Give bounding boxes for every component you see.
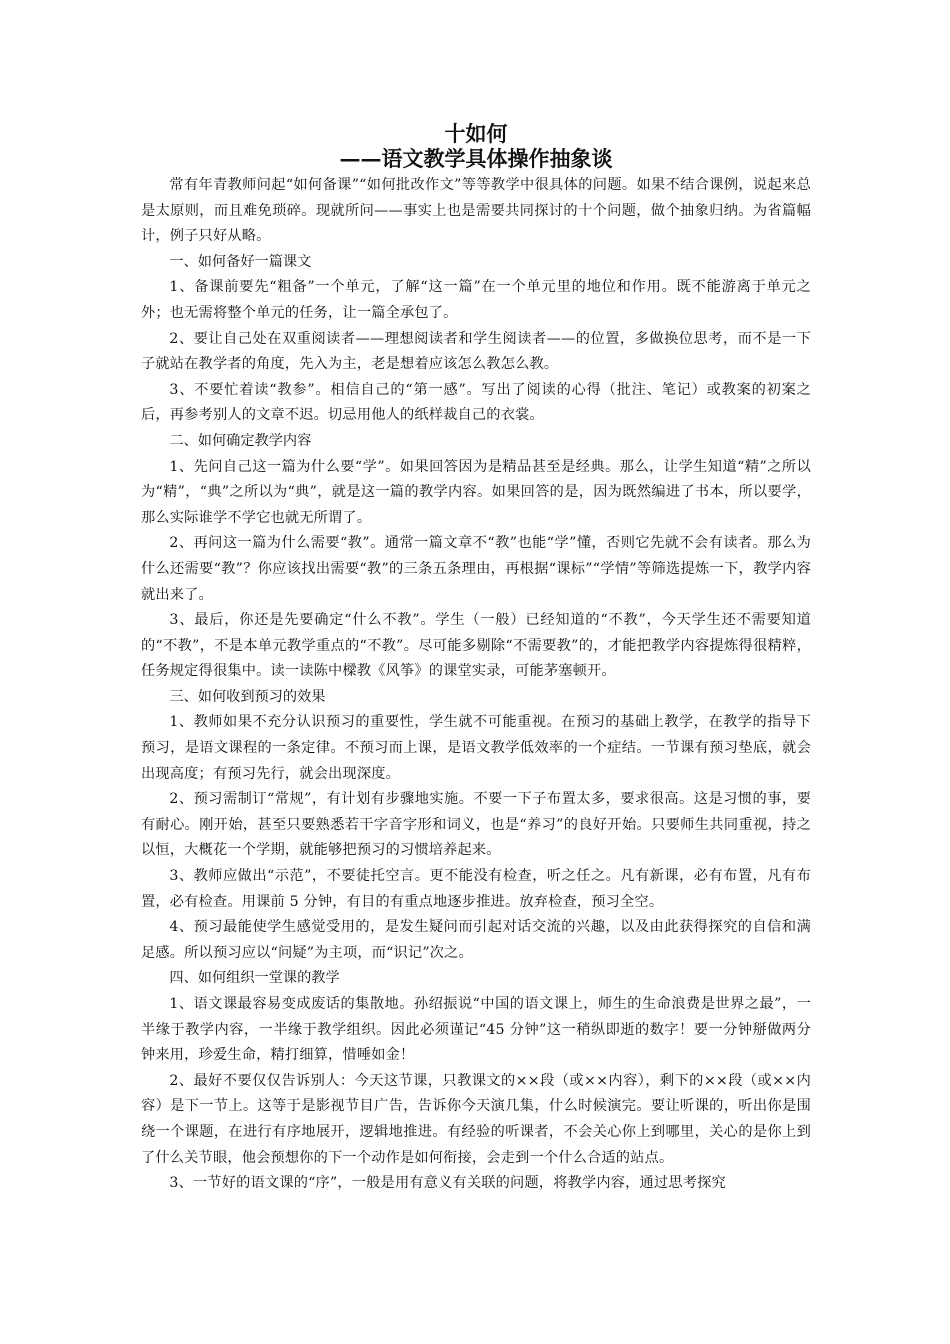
document-body bbox=[141, 173, 811, 1197]
paragraph: 2、再问这一篇为什么需要“教”。通常一篇文章不“教”也能“学”懂，否则它先就不会有读者。那么为什么还需要“教”？你应该找出需要“教”的三条五条理由，再根据“课标”“学情”等筛选提炼一下，教学内容就出来了。 bbox=[141, 535, 811, 603]
paragraph: 4、预习最能使学生感觉受用的，是发生疑问而引起对话交流的兴趣，以及由此获得探究的自信和满足感。所以预习应以“问疑”为主项，而“识记”次之。 bbox=[141, 919, 811, 961]
paragraph: 3、最后，你还是先要确定“什么不教”。学生（一般）已经知道的“不教”，今天学生还不需要知道的“不教”，不是本单元教学重点的“不教”。尽可能多剔除“不需要教”的，才能把教学内容提炼得很精粹，任务规定得很集中。读一读陈中樑教《风筝》的课堂实录，可能茅塞顿开。 bbox=[141, 612, 811, 680]
section-heading: 一、如何备好一篇课文 bbox=[169, 253, 312, 270]
paragraph: 3、不要忙着读“教参”。相信自己的“第一感”。写出了阅读的心得（批注、笔记）或教案的初案之后，再参考别人的文章不迟。切忌用他人的纸样裁自己的衣裳。 bbox=[141, 381, 811, 424]
paragraph: 1、备课前要先“粗备”一个单元，了解“这一篇”在一个单元里的地位和作用。既不能游离于单元之外；也无需将整个单元的任务，让一篇全承包了。 bbox=[141, 279, 811, 321]
document-page bbox=[141, 121, 811, 1197]
document-subtitle: ——语文教学具体操作抽象谈 bbox=[339, 146, 613, 171]
paragraph: 2、要让自己处在双重阅读者——理想阅读者和学生阅读者——的位置，多做换位思考，而不是一下子就站在教学者的角度，先入为主，老是想着应该怎么教怎么教。 bbox=[141, 330, 811, 373]
paragraph: 2、预习需制订“常规”，有计划有步骤地实施。不要一下子布置太多，要求很高。这是习惯的事，要有耐心。刚开始，甚至只要熟悉若干字音字形和词义，也是“养习”的良好开始。只要师生共同重视，持之以恒，大概花一个学期，就能够把预习的习惯培养起来。 bbox=[141, 791, 811, 859]
paragraph: 常有年青教师问起“如何备课”“如何批改作文”等等教学中很具体的问题。如果不结合课例，说起来总是太原则，而且难免琐碎。现就所问——事实上也是需要共同探讨的十个问题，做个抽象归纳。为省篇幅计，例子只好从略。 bbox=[141, 177, 811, 245]
paragraph: 2、最好不要仅仅告诉别人：今天这节课，只教课文的××段（或××内容），剩下的××段（或××内容）是下一节上。这等于是影视节目广告，告诉你今天演几集，什么时候演完。要让听课的，听出你是围绕一个课题，在进行有序地展开，逻辑地推进。有经验的听课者，不会关心你上到哪里，关心的是你上到了什么关节眼，他会预想你的下一个动作是如何衔接，会走到一个什么合适的站点。 bbox=[141, 1072, 811, 1166]
paragraph: 3、教师应做出“示范”，不要徒托空言。更不能没有检查，听之任之。凡有新课，必有布置，凡有布置，必有检查。用课前 5 分钟，有目的有重点地逐步推进。放弃检查，预习全空。 bbox=[141, 868, 811, 910]
section-heading: 二、如何确定教学内容 bbox=[169, 432, 312, 449]
paragraph: 1、先问自己这一篇为什么要“学”。如果回答因为是精品甚至是经典。那么，让学生知道“精”之所以为“精”，“典”之所以为“典”，就是这一篇的教学内容。如果回答的是，因为既然编进了书本，所以要学，那么实际谁学不学它也就无所谓了。 bbox=[141, 458, 811, 526]
paragraph: 1、语文课最容易变成废话的集散地。孙绍振说“中国的语文课上，师生的生命浪费是世界之最”，一半缘于教学内容，一半缘于教学组织。因此必须谨记“45 分钟”这一稍纵即逝的数字！要一分钟掰做两分钟来用，珍爱生命，精打细算，惜唾如金！ bbox=[141, 996, 811, 1064]
paragraph: 3、一节好的语文课的“序”，一般是用有意义有关联的问题，将教学内容，通过思考探究 bbox=[169, 1175, 726, 1192]
paragraph: 1、教师如果不充分认识预习的重要性，学生就不可能重视。在预习的基础上教学，在教学的指导下预习，是语文课程的一条定律。不预习而上课，是语文教学低效率的一个症结。一节课有预习垫底，就会出现高度；有预习先行，就会出现深度。 bbox=[141, 714, 811, 782]
section-heading: 三、如何收到预习的效果 bbox=[169, 688, 326, 705]
section-heading: 四、如何组织一堂课的教学 bbox=[169, 970, 340, 987]
document-title: 十如何 bbox=[444, 121, 508, 146]
